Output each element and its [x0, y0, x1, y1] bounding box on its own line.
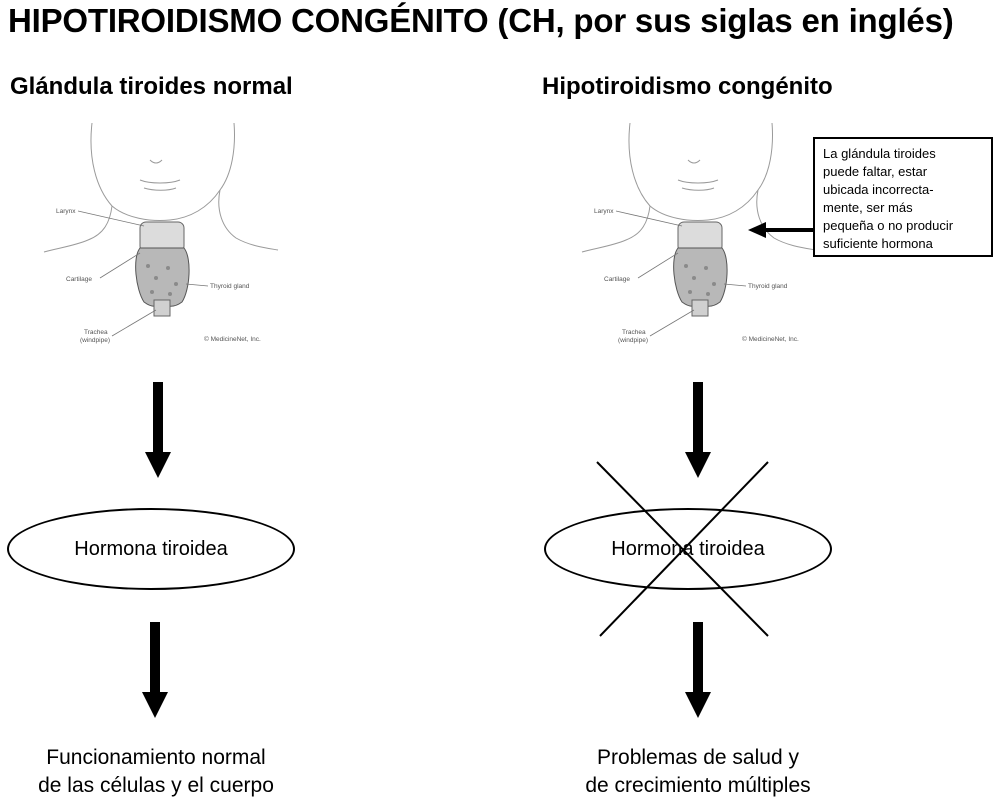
callout-line: ubicada incorrecta-: [823, 182, 934, 197]
outcome-line: Funcionamiento normal: [46, 746, 266, 769]
down-arrow-icon: [145, 382, 171, 478]
larynx-label: Larynx: [594, 208, 614, 215]
cartilage-label: Cartilage: [66, 276, 93, 283]
windpipe-label: (windpipe): [618, 337, 648, 344]
callout-line: suficiente hormona: [823, 236, 933, 251]
callout-pointer-arrow-icon: [748, 222, 813, 238]
credit-label: © MedicineNet, Inc.: [742, 336, 799, 343]
normal-outcome-text: [0, 744, 326, 800]
down-arrow-icon: [142, 622, 168, 718]
ch-outcome-text: [528, 744, 868, 800]
callout-line: puede faltar, estar: [823, 164, 928, 179]
normal-column-heading: Glándula tiroides normal: [10, 73, 293, 100]
credit-label: © MedicineNet, Inc.: [204, 336, 261, 343]
hormone-label: Hormona tiroidea: [611, 537, 765, 560]
hormone-label: Hormona tiroidea: [74, 537, 228, 560]
down-arrow-icon: [685, 622, 711, 718]
outcome-line: Problemas de salud y: [597, 746, 799, 769]
thyroid-gland-label: Thyroid gland: [748, 283, 788, 290]
trachea-label: Trachea: [84, 329, 108, 336]
callout-line: La glándula tiroides: [823, 146, 936, 161]
outcome-line: de las células y el cuerpo: [38, 774, 274, 797]
page-title: HIPOTIROIDISMO CONGÉNITO (CH, por sus siglas en inglés): [8, 2, 954, 39]
larynx-label: Larynx: [56, 208, 76, 215]
callout-line: mente, ser más: [823, 200, 913, 215]
trachea-label: Trachea: [622, 329, 646, 336]
callout-line: pequeña o no producir: [823, 218, 954, 233]
cross-out-x-icon: [597, 462, 768, 636]
cartilage-label: Cartilage: [604, 276, 631, 283]
down-arrow-icon: [685, 382, 711, 478]
windpipe-label: (windpipe): [80, 337, 110, 344]
ch-column-heading: Hipotiroidismo congénito: [542, 73, 833, 100]
outcome-line: de crecimiento múltiples: [585, 774, 811, 797]
thyroid-gland-label: Thyroid gland: [210, 283, 250, 290]
